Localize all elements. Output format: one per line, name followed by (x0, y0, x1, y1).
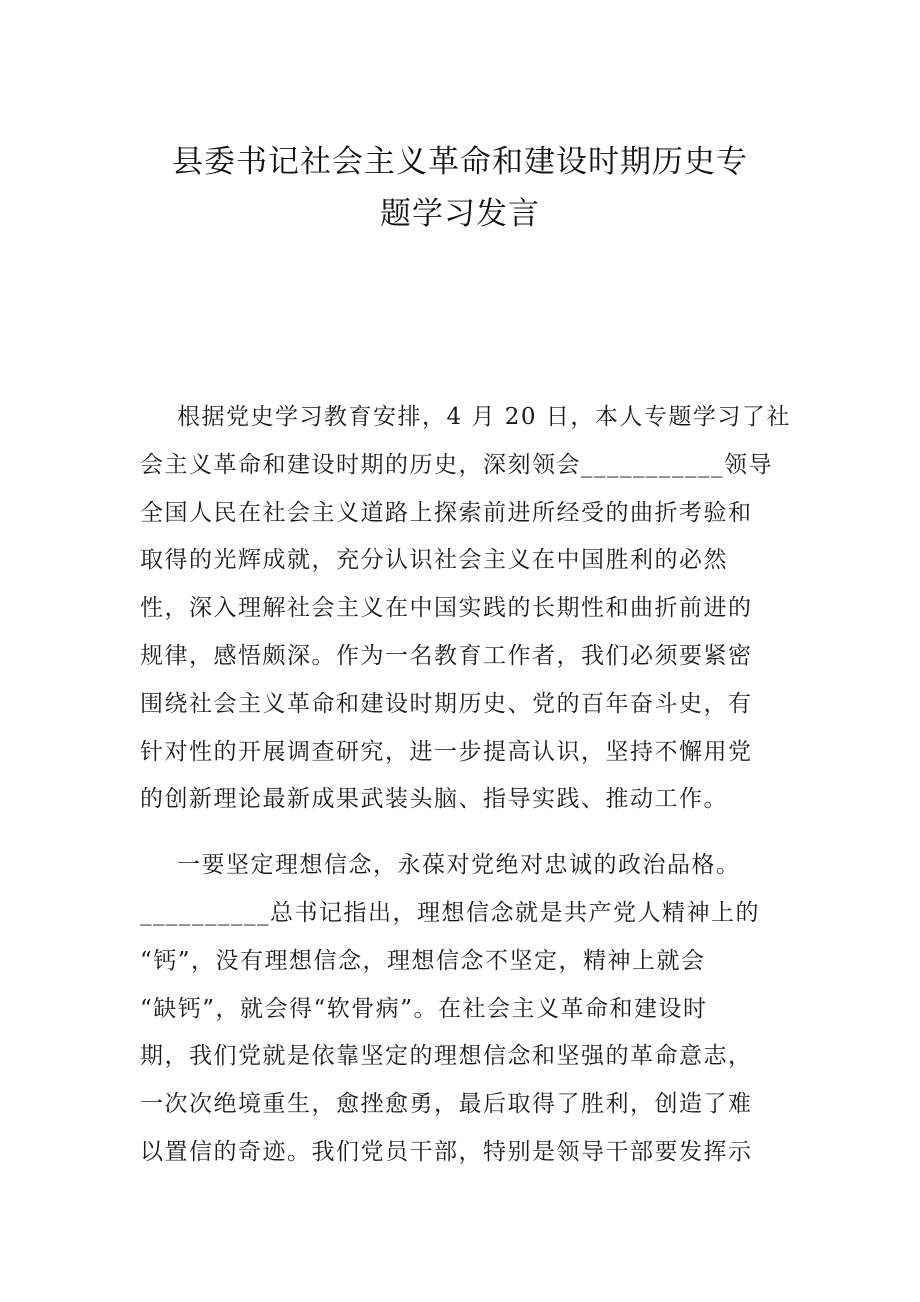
document-title (140, 136, 780, 240)
paragraph-line: 期，我们党就是依靠坚定的理想信念和坚强的革命意志， (140, 1043, 753, 1070)
paragraph-line: 一要坚定理想信念，永葆对党绝对忠诚的政治品格。 (177, 852, 741, 879)
paragraph-line: 一次次绝境重生，愈挫愈勇，最后取得了胜利，创造了难 (140, 1091, 753, 1118)
paragraph-line: 的创新理论最新成果武装头脑、指导实践、推动工作。 (140, 786, 728, 813)
paragraph-line: 性，深入理解社会主义在中国实践的长期性和曲折前进的 (140, 595, 753, 622)
paragraph-line: 规律，感悟颇深。作为一名教育工作者，我们必须要紧密 (140, 642, 753, 669)
paragraph-line: 全国人民在社会主义道路上探索前进所经受的曲折考验和 (140, 499, 753, 526)
paragraph-line: “钙”，没有理想信念，理想信念不坚定，精神上就会 (140, 947, 706, 974)
title-line: 县委书记社会主义革命和建设时期历史专 (172, 144, 748, 180)
paragraph-line: 针对性的开展调查研究，进一步提高认识，坚持不懈用党 (140, 738, 753, 765)
paragraph-line: 会主义革命和建设时期的历史，深刻领会___________领导 (140, 451, 773, 478)
document-body (140, 394, 791, 1177)
paragraph-line: __________总书记指出，理想信念就是共产党人精神上的 (140, 899, 760, 926)
paragraph-2 (140, 842, 780, 1177)
paragraph-1 (140, 394, 791, 824)
title-line: 题学习发言 (380, 196, 540, 232)
paragraph-line: 根据党史学习教育安排，4 月 20 日，本人专题学习了社 (177, 404, 791, 430)
paragraph-line: 取得的光辉成就，充分认识社会主义在中国胜利的必然 (140, 547, 728, 574)
paragraph-line: 围绕社会主义革命和建设时期历史、党的百年奋斗史，有 (140, 690, 753, 717)
paragraph-line: “缺钙”，就会得“软骨病”。在社会主义革命和建设时 (140, 995, 708, 1022)
paragraph-line: 以置信的奇迹。我们党员干部，特别是领导干部要发挥示 (140, 1138, 753, 1165)
paragraph-gap (140, 824, 780, 842)
